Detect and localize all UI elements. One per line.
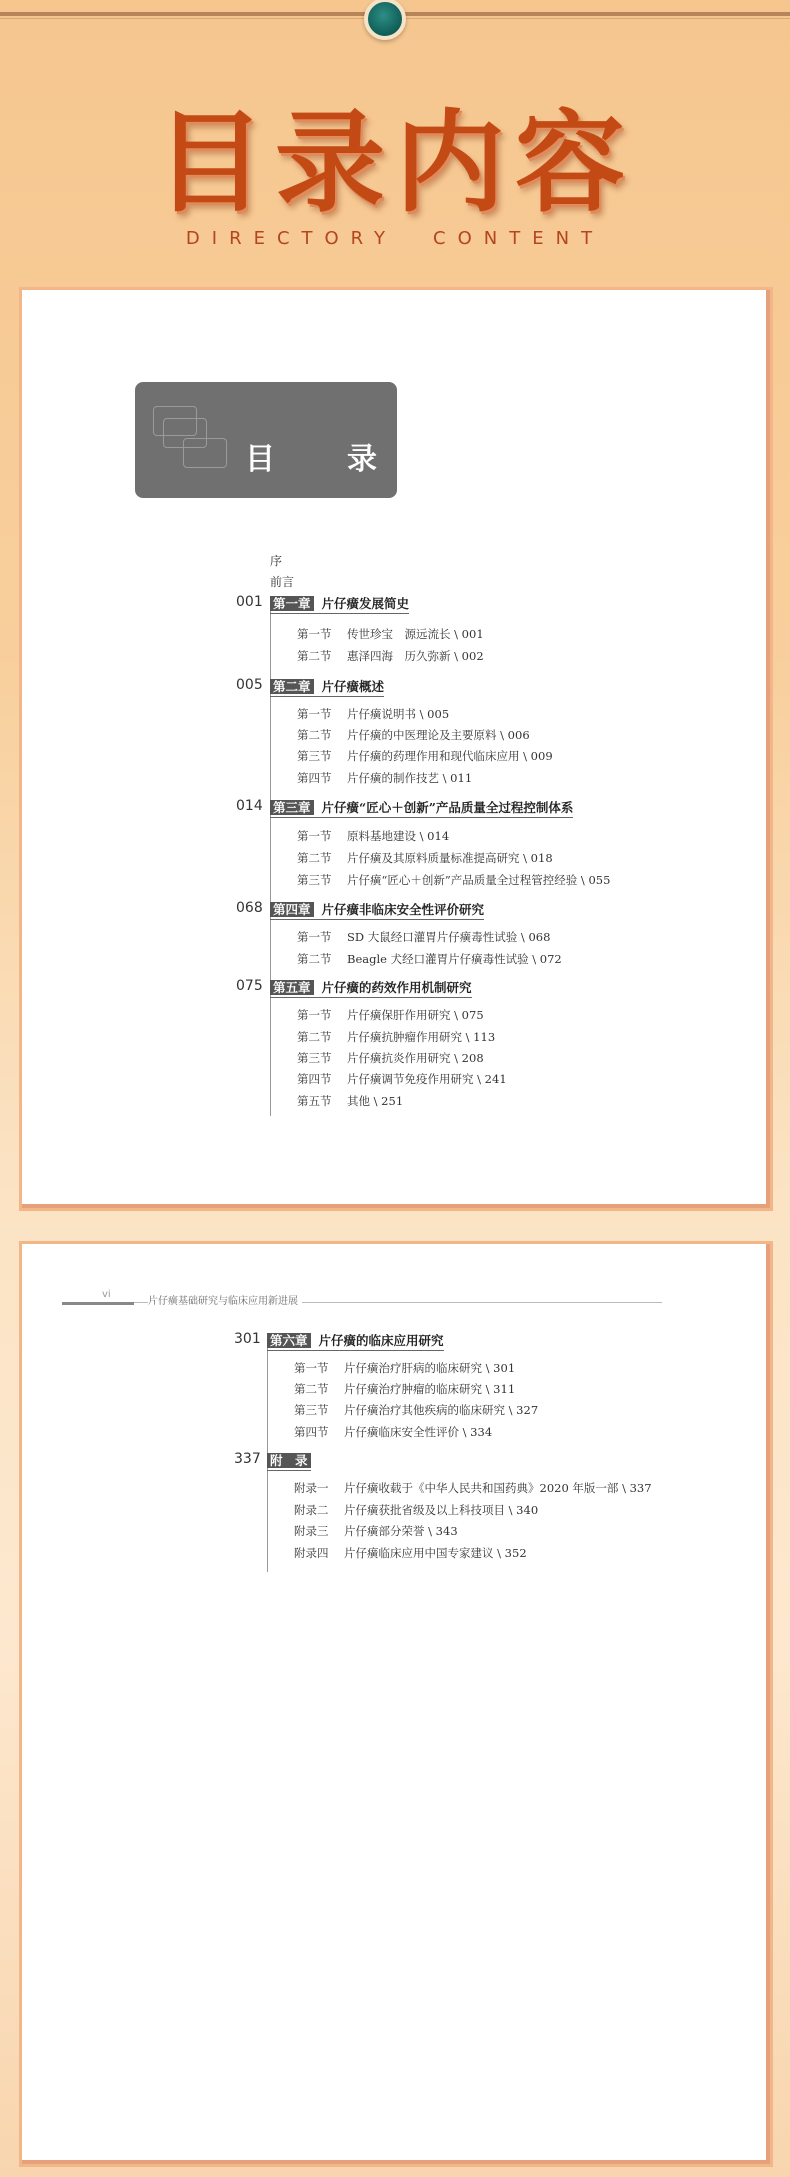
section-text: 其他 \ 251 xyxy=(347,1094,404,1108)
banner-subtitle-left: DIRECTORY xyxy=(185,228,398,249)
section-text: 传世珍宝 源远流长 \ 001 xyxy=(347,627,484,641)
toc-foreword: 前言 xyxy=(270,575,295,589)
banner-subtitle-right: CONTENT xyxy=(433,228,605,249)
chapter-heading xyxy=(270,594,409,614)
section-entry xyxy=(294,1424,492,1440)
chapter-tag: 第二章 xyxy=(270,679,314,694)
section-label: 附录二 xyxy=(294,1503,329,1517)
section-label: 第二节 xyxy=(294,1382,329,1396)
section-label: 第三节 xyxy=(297,1051,332,1065)
section-label: 第一节 xyxy=(297,829,332,843)
chapter-page-number: 014 xyxy=(236,798,263,814)
section-text: 片仔癀的中医理论及主要原料 \ 006 xyxy=(347,728,530,742)
section-label: 第三节 xyxy=(297,873,332,887)
section-label: 第四节 xyxy=(297,771,332,785)
section-entry xyxy=(297,648,484,664)
chapter-tag: 第五章 xyxy=(270,980,314,995)
section-entry xyxy=(297,706,449,722)
section-entry xyxy=(294,1480,652,1496)
section-entry xyxy=(297,929,550,945)
section-text: 片仔癀调节免疫作用研究 \ 241 xyxy=(347,1072,507,1086)
section-entry xyxy=(294,1360,515,1376)
section-text: 片仔癀的药理作用和现代临床应用 \ 009 xyxy=(347,749,553,763)
section-entry xyxy=(294,1402,538,1418)
top-pin-icon xyxy=(364,0,406,40)
toc-page-1 xyxy=(22,290,770,1208)
chapter-tag: 第三章 xyxy=(270,800,314,815)
banner-title: 目录内容 xyxy=(155,99,635,227)
section-entry xyxy=(297,1050,484,1066)
section-entry xyxy=(294,1381,515,1397)
chapter-heading xyxy=(270,978,472,998)
section-entry xyxy=(297,872,610,888)
toc-header-char-1: 目 xyxy=(245,442,281,477)
chapter-tag: 第四章 xyxy=(270,902,314,917)
section-text: 片仔癀收载于《中华人民共和国药典》2020 年版一部 \ 337 xyxy=(344,1481,652,1495)
section-entry xyxy=(297,1093,403,1109)
running-head-page: vi xyxy=(102,1289,111,1300)
chapter-page-number: 075 xyxy=(236,978,263,994)
section-text: 片仔癀保肝作用研究 \ 075 xyxy=(347,1008,484,1022)
section-entry xyxy=(297,850,553,866)
section-label: 第四节 xyxy=(294,1425,329,1439)
section-text: 惠泽四海 历久弥新 \ 002 xyxy=(347,649,484,663)
toc-page-2 xyxy=(22,1244,770,2164)
toc-preface: 序 xyxy=(270,554,283,568)
chapter-heading xyxy=(270,900,484,920)
section-text: 原料基地建设 \ 014 xyxy=(347,829,450,843)
section-text: 片仔癀部分荣誉 \ 343 xyxy=(344,1524,458,1538)
section-entry xyxy=(297,1071,507,1087)
chapter-page-number: 301 xyxy=(234,1331,261,1347)
section-label: 附录三 xyxy=(294,1524,329,1538)
section-text: Beagle 犬经口灌胃片仔癀毒性试验 \ 072 xyxy=(347,952,562,966)
section-text: 片仔癀抗肿瘤作用研究 \ 113 xyxy=(347,1030,496,1044)
section-entry xyxy=(297,1029,495,1045)
section-label: 第一节 xyxy=(297,930,332,944)
section-text: 片仔癀的制作技艺 \ 011 xyxy=(347,771,473,785)
section-entry xyxy=(297,626,484,642)
section-entry xyxy=(297,828,449,844)
chapter-title: 片仔癀非临床安全性评价研究 xyxy=(321,902,485,917)
chapter-heading xyxy=(270,798,573,818)
chapter-page-number: 005 xyxy=(236,677,263,693)
section-text: 片仔癀临床安全性评价 \ 334 xyxy=(344,1425,493,1439)
chapter-tag: 第六章 xyxy=(267,1333,311,1348)
section-label: 第二节 xyxy=(297,728,332,742)
section-text: 片仔癀治疗其他疾病的临床研究 \ 327 xyxy=(344,1403,539,1417)
chapter-tag: 第一章 xyxy=(270,596,314,611)
chapter-title: 片仔癀概述 xyxy=(321,679,385,694)
section-entry xyxy=(297,727,530,743)
section-label: 第五节 xyxy=(297,1094,332,1108)
section-label: 第一节 xyxy=(297,1008,332,1022)
chapter-title: 片仔癀发展简史 xyxy=(321,596,410,611)
section-label: 第一节 xyxy=(294,1361,329,1375)
chapter-title: 片仔癀的临床应用研究 xyxy=(318,1333,444,1348)
banner-subtitle xyxy=(0,228,790,249)
section-label: 第二节 xyxy=(297,649,332,663)
section-entry xyxy=(294,1502,538,1518)
section-text: 片仔癀说明书 \ 005 xyxy=(347,707,450,721)
chapter-heading xyxy=(267,1331,444,1351)
section-label: 第一节 xyxy=(297,707,332,721)
section-entry xyxy=(297,748,553,764)
chapter-title: 片仔癀的药效作用机制研究 xyxy=(321,980,472,995)
chapter-page-number: 337 xyxy=(234,1451,261,1467)
section-label: 第二节 xyxy=(297,952,332,966)
running-head-title: 片仔癀基础研究与临床应用新进展 xyxy=(148,1292,302,1307)
section-text: 片仔癀抗炎作用研究 \ 208 xyxy=(347,1051,484,1065)
section-entry xyxy=(294,1523,458,1539)
section-label: 附录一 xyxy=(294,1481,329,1495)
section-label: 第三节 xyxy=(294,1403,329,1417)
running-head-bar xyxy=(62,1302,134,1305)
section-entry xyxy=(297,951,562,967)
chapter-page-number: 001 xyxy=(236,594,263,610)
section-entry xyxy=(297,1007,484,1023)
section-label: 附录四 xyxy=(294,1546,329,1560)
section-label: 第一节 xyxy=(297,627,332,641)
toc-header-char-2: 录 xyxy=(347,442,377,477)
chapter-title: 片仔癀“匠心＋创新”产品质量全过程控制体系 xyxy=(321,800,574,815)
running-head xyxy=(62,1289,662,1307)
section-label: 第四节 xyxy=(297,1072,332,1086)
chapter-heading xyxy=(270,677,384,697)
section-text: SD 大鼠经口灌胃片仔癀毒性试验 \ 068 xyxy=(347,930,551,944)
decor-square-icon xyxy=(183,438,227,468)
section-text: 片仔癀获批省级及以上科技项目 \ 340 xyxy=(344,1503,539,1517)
section-entry xyxy=(294,1545,527,1561)
section-entry xyxy=(297,770,472,786)
section-text: 片仔癀“匠心＋创新”产品质量全过程管控经验 \ 055 xyxy=(347,873,611,887)
section-text: 片仔癀治疗肝病的临床研究 \ 301 xyxy=(344,1361,516,1375)
toc-header-block xyxy=(135,382,397,498)
section-label: 第二节 xyxy=(297,851,332,865)
section-text: 片仔癀临床应用中国专家建议 \ 352 xyxy=(344,1546,527,1560)
chapter-tag: 附 录 xyxy=(267,1453,311,1468)
section-label: 第三节 xyxy=(297,749,332,763)
chapter-heading xyxy=(267,1451,311,1471)
section-label: 第二节 xyxy=(297,1030,332,1044)
section-text: 片仔癀治疗肿瘤的临床研究 \ 311 xyxy=(344,1382,516,1396)
section-text: 片仔癀及其原料质量标准提高研究 \ 018 xyxy=(347,851,553,865)
chapter-page-number: 068 xyxy=(236,900,263,916)
